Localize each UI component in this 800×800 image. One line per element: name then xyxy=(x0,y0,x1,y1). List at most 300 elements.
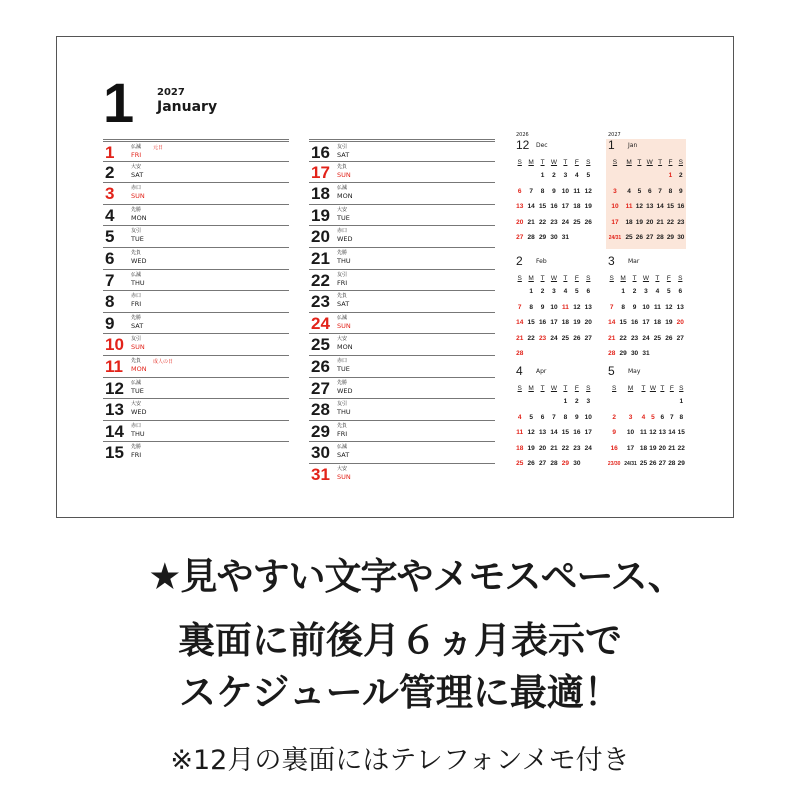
mini-day-cell: 3 xyxy=(644,288,648,296)
mini-day-cell: 28 xyxy=(550,460,558,468)
mini-month-number: 5 xyxy=(608,364,615,378)
mini-day-cell: 11 xyxy=(653,303,661,311)
mini-day-cell: 20 xyxy=(584,319,592,327)
rokuyo-label: 先負 xyxy=(337,293,348,300)
weekday-cell: T xyxy=(632,274,637,282)
mini-day-cell xyxy=(514,394,525,410)
mini-day-cell: 30 xyxy=(630,350,639,358)
mini-day-cell: 30 xyxy=(573,460,581,468)
mini-day-cell: 1 xyxy=(679,398,684,406)
mini-day-cell: 12 xyxy=(635,203,644,211)
day-row xyxy=(103,420,289,442)
day-number: 11 xyxy=(105,356,123,376)
day-column-left xyxy=(103,139,289,463)
weekday-label: TUE xyxy=(131,235,144,244)
mini-month-name: Jan xyxy=(628,142,638,149)
mini-month-name: Dec xyxy=(536,142,548,149)
mini-month-name: Apr xyxy=(536,368,547,375)
caption-line-2: 裏面に前後月６ヵ月表示で xyxy=(178,619,622,662)
mini-day-cell: 15 xyxy=(527,319,535,327)
day-number: 3 xyxy=(105,184,115,204)
weekday-label: TUE xyxy=(337,364,350,373)
rokuyo-label: 友引 xyxy=(337,144,348,150)
weekday-cell: S xyxy=(586,384,591,392)
mini-day-cell: 22 xyxy=(561,444,570,452)
weekday-cell: S xyxy=(517,274,522,282)
weekday-label: THU xyxy=(131,429,145,438)
mini-week-row xyxy=(514,410,594,426)
weekday-cell: S xyxy=(609,274,614,282)
mini-day-cell: 11 xyxy=(561,303,569,311)
mini-day-cell: 15 xyxy=(619,319,627,327)
weekday-cell: T xyxy=(658,158,663,166)
mini-day-cell: 20 xyxy=(676,319,684,327)
mini-week-row xyxy=(606,184,686,200)
mini-week-row xyxy=(606,315,686,331)
weekday-cell: T xyxy=(655,274,660,282)
weekday-label: SAT xyxy=(337,151,350,159)
weekday-cell: T xyxy=(540,158,545,166)
mini-day-cell: 26 xyxy=(527,460,535,468)
mini-day-cell: 12 xyxy=(665,303,673,311)
mini-week-row xyxy=(514,284,594,300)
mini-week-row xyxy=(606,300,686,316)
day-number: 26 xyxy=(311,356,330,376)
weekday-cell: F xyxy=(668,158,673,166)
mini-day-cell: 2 xyxy=(575,398,579,406)
mini-header xyxy=(514,132,596,156)
mini-day-cell: 14 xyxy=(656,203,664,211)
mini-day-cell: 26 xyxy=(573,334,581,342)
weekday-cell: S xyxy=(679,384,684,392)
mini-day-cell: 26 xyxy=(665,334,673,342)
rokuyo-label: 先負 xyxy=(131,357,142,364)
mini-day-cell xyxy=(606,168,624,184)
day-row xyxy=(103,204,289,226)
day-row xyxy=(103,377,289,399)
mini-day-cell: 9 xyxy=(540,303,545,311)
mini-day-cell: 22 xyxy=(666,218,675,226)
mini-day-cell: 13 xyxy=(646,203,654,211)
mini-day-cell: 26 xyxy=(635,234,644,242)
day-number: 8 xyxy=(105,292,115,312)
weekday-cell: T xyxy=(641,384,646,392)
day-number: 10 xyxy=(105,335,124,355)
mini-day-cell: 9 xyxy=(575,413,579,421)
mini-day-cell: 14 xyxy=(516,319,524,327)
mini-day-cell: 8 xyxy=(540,187,545,195)
day-row xyxy=(309,312,495,334)
mini-week-row xyxy=(606,168,686,184)
weekday-cell: M xyxy=(626,158,632,166)
mini-day-cell: 25 xyxy=(516,460,524,468)
mini-grid xyxy=(514,156,594,246)
weekday-label: FRI xyxy=(337,278,348,287)
mini-day-cell: 17 xyxy=(584,429,592,437)
weekday-header-row xyxy=(606,382,686,394)
day-number: 2 xyxy=(105,162,115,182)
weekday-cell: T xyxy=(637,158,642,166)
mini-day-cell: 5 xyxy=(529,413,533,421)
mini-day-cell xyxy=(606,394,622,410)
mini-day-cell: 12 xyxy=(649,429,657,437)
mini-day-cell: 2 xyxy=(678,172,683,180)
day-number: 28 xyxy=(311,400,330,420)
day-row xyxy=(103,290,289,312)
mini-day-cell: 27 xyxy=(658,460,666,468)
rokuyo-label: 先勝 xyxy=(131,314,142,321)
mini-day-cell xyxy=(624,168,634,184)
mini-grid xyxy=(606,382,686,472)
mini-day-cell: 12 xyxy=(584,187,592,195)
day-row xyxy=(309,225,495,247)
mini-day-cell: 2 xyxy=(540,288,545,296)
mini-day-cell: 16 xyxy=(630,319,639,327)
mini-day-cell: 22 xyxy=(527,334,535,342)
mini-day-cell xyxy=(537,394,548,410)
mini-day-cell: 18 xyxy=(561,319,570,327)
mini-day-cell: 10 xyxy=(561,187,570,195)
mini-day-cell xyxy=(645,168,655,184)
day-row xyxy=(309,463,495,485)
day-row xyxy=(309,290,495,312)
month-name: January xyxy=(157,99,218,115)
mini-day-cell: 5 xyxy=(651,413,655,421)
mini-day-cell: 19 xyxy=(665,319,673,327)
mini-day-cell: 16 xyxy=(573,429,581,437)
rokuyo-label: 仏滅 xyxy=(337,444,348,451)
mini-week-row xyxy=(514,315,594,331)
mini-day-cell: 15 xyxy=(666,203,675,211)
day-row xyxy=(103,312,289,334)
mini-day-cell: 19 xyxy=(584,203,592,211)
mini-grid xyxy=(606,272,686,362)
weekday-cell: F xyxy=(666,274,671,282)
mini-day-cell: 21 xyxy=(550,444,558,452)
mini-day-cell: 19 xyxy=(573,319,581,327)
weekday-cell: M xyxy=(528,274,534,282)
rokuyo-label: 先負 xyxy=(131,249,142,256)
mini-day-cell: 28 xyxy=(608,350,616,358)
weekday-label: FRI xyxy=(131,151,142,159)
mini-day-cell: 24 xyxy=(642,334,650,342)
rokuyo-label: 友引 xyxy=(337,401,348,408)
mini-week-row xyxy=(514,230,594,246)
mini-week-row xyxy=(514,456,594,472)
mini-day-cell: 1 xyxy=(529,288,533,296)
weekday-label: MON xyxy=(337,192,353,201)
mini-day-cell: 12 xyxy=(573,303,581,311)
day-number: 19 xyxy=(311,205,330,225)
day-number: 30 xyxy=(311,443,330,463)
day-row xyxy=(309,355,495,377)
day-row xyxy=(309,333,495,355)
mini-day-cell: 24 xyxy=(561,218,570,226)
rokuyo-label: 先勝 xyxy=(337,379,348,386)
mini-day-cell: 7 xyxy=(669,413,674,421)
weekday-header-row xyxy=(514,272,594,284)
mini-day-cell: 29 xyxy=(561,460,570,468)
day-number: 14 xyxy=(105,421,124,441)
mini-day-cell: 23 xyxy=(550,218,558,226)
mini-day-cell: 10 xyxy=(642,303,650,311)
mini-week-row xyxy=(606,456,686,472)
day-number: 1 xyxy=(105,143,115,162)
day-number: 29 xyxy=(311,421,330,441)
rokuyo-label: 友引 xyxy=(337,271,348,278)
day-row xyxy=(103,161,289,183)
weekday-label: SUN xyxy=(131,343,145,352)
day-row xyxy=(103,333,289,355)
mini-header xyxy=(606,364,688,382)
mini-day-cell: 29 xyxy=(619,350,627,358)
mini-day-cell: 6 xyxy=(517,187,522,195)
weekday-label: TUE xyxy=(131,386,144,395)
mini-header xyxy=(606,254,688,272)
mini-day-cell: 3 xyxy=(586,398,591,406)
mini-day-cell: 21 xyxy=(668,444,676,452)
weekday-label: SAT xyxy=(131,170,144,179)
mini-day-cell: 27 xyxy=(516,234,524,242)
mini-grid xyxy=(606,156,686,246)
mini-month-number: 12 xyxy=(516,138,530,152)
mini-day-cell: 4 xyxy=(641,413,646,421)
mini-day-cell: 15 xyxy=(561,429,570,437)
weekday-label: SAT xyxy=(131,321,144,330)
weekday-cell: M xyxy=(528,158,534,166)
day-number: 21 xyxy=(311,248,330,268)
mini-day-cell: 21 xyxy=(516,334,524,342)
mini-year: 2026 xyxy=(516,132,529,138)
mini-day-cell: 14 xyxy=(527,203,535,211)
weekday-label: SAT xyxy=(337,300,350,309)
mini-month-name: May xyxy=(628,368,641,375)
weekday-cell: S xyxy=(612,384,617,392)
mini-day-cell xyxy=(571,346,582,362)
mini-day-cell: 18 xyxy=(516,444,524,452)
mini-day-cell xyxy=(525,394,536,410)
mini-day-cell: 9 xyxy=(552,187,556,195)
holiday-label: 元日 xyxy=(153,145,164,151)
mini-day-cell: 13 xyxy=(676,303,684,311)
mini-week-row xyxy=(606,346,686,362)
mini-day-cell xyxy=(675,346,686,362)
weekday-label: WED xyxy=(131,408,147,417)
mini-day-cell: 16 xyxy=(538,319,547,327)
weekday-label: SUN xyxy=(131,192,145,201)
mini-week-row xyxy=(606,331,686,347)
mini-day-cell: 3 xyxy=(628,413,633,421)
mini-day-cell: 9 xyxy=(632,303,637,311)
mini-day-cell: 10 xyxy=(626,429,635,437)
mini-header xyxy=(514,364,596,382)
mini-day-cell: 19 xyxy=(649,444,657,452)
mini-day-cell: 29 xyxy=(666,234,675,242)
mini-calendar xyxy=(606,132,688,246)
mini-day-cell: 4 xyxy=(517,413,522,421)
day-number: 23 xyxy=(311,292,330,312)
rokuyo-label: 先勝 xyxy=(131,206,142,213)
mini-day-cell xyxy=(571,230,582,246)
mini-day-cell: 4 xyxy=(575,172,579,180)
rokuyo-label: 赤口 xyxy=(131,185,142,192)
mini-grid xyxy=(514,272,594,362)
weekday-cell: M xyxy=(627,384,634,392)
weekday-label: SUN xyxy=(337,321,351,330)
rokuyo-label: 先負 xyxy=(337,163,348,170)
mini-day-cell: 2 xyxy=(612,413,616,421)
mini-day-cell xyxy=(583,456,594,472)
mini-day-cell: 16 xyxy=(550,203,558,211)
day-number: 15 xyxy=(105,443,124,463)
mini-day-cell: 6 xyxy=(647,187,652,195)
mini-day-cell: 7 xyxy=(658,187,662,195)
weekday-label: TUE xyxy=(337,213,350,222)
weekday-label: MON xyxy=(131,213,147,222)
weekday-cell: T xyxy=(540,384,545,392)
mini-day-cell: 2 xyxy=(632,288,637,296)
day-number: 25 xyxy=(311,335,330,355)
mini-week-row xyxy=(514,184,594,200)
weekday-cell: S xyxy=(517,158,522,166)
mini-day-cell: 18 xyxy=(573,203,581,211)
mini-day-cell: 17 xyxy=(611,218,619,226)
mini-week-row xyxy=(514,346,594,362)
mini-day-cell: 24 xyxy=(584,444,592,452)
mini-day-cell: 25 xyxy=(653,334,662,342)
mini-day-cell: 22 xyxy=(538,218,547,226)
weekday-cell: T xyxy=(660,384,665,392)
mini-day-cell: 29 xyxy=(677,460,685,468)
mini-day-cell: 25 xyxy=(573,218,581,226)
mini-day-cell: 20 xyxy=(538,444,547,452)
mini-day-cell: 11 xyxy=(516,429,524,437)
mini-month-number: 4 xyxy=(516,364,523,378)
mini-day-cell: 17 xyxy=(626,444,635,452)
mini-day-cell: 26 xyxy=(584,218,592,226)
mini-calendar xyxy=(514,364,596,472)
mini-day-cell: 25 xyxy=(625,234,633,242)
mini-day-cell xyxy=(648,394,657,410)
mini-month-number: 2 xyxy=(516,254,523,268)
mini-day-cell: 23 xyxy=(677,218,685,226)
weekday-header-row xyxy=(606,272,686,284)
mini-day-cell: 17 xyxy=(561,203,570,211)
mini-day-cell: 30 xyxy=(550,234,558,242)
day-number: 4 xyxy=(105,205,115,225)
rokuyo-label: 大安 xyxy=(337,465,348,472)
mini-day-cell: 20 xyxy=(646,218,654,226)
mini-day-cell: 24 xyxy=(550,334,558,342)
weekday-label: WED xyxy=(337,235,353,244)
mini-day-cell: 19 xyxy=(527,444,535,452)
mini-day-cell: 3 xyxy=(613,187,617,195)
mini-day-cell: 14 xyxy=(668,429,676,437)
day-row xyxy=(309,420,495,442)
mini-day-cell: 25 xyxy=(639,460,648,468)
weekday-cell: S xyxy=(678,274,683,282)
weekday-cell: W xyxy=(646,158,653,166)
weekday-cell: S xyxy=(612,158,618,166)
weekday-cell: T xyxy=(563,384,568,392)
weekday-label: THU xyxy=(337,408,351,417)
rokuyo-label: 先負 xyxy=(337,422,348,429)
mini-day-cell: 13 xyxy=(658,429,666,437)
mini-month-number: 1 xyxy=(608,138,615,152)
mini-day-cell xyxy=(560,346,571,362)
mini-month-name: Feb xyxy=(536,258,547,265)
day-number: 16 xyxy=(311,143,330,162)
mini-day-cell: 30 xyxy=(677,234,685,242)
rokuyo-label: 大安 xyxy=(131,401,142,408)
mini-day-cell: 6 xyxy=(660,413,665,421)
rokuyo-label: 先勝 xyxy=(337,249,348,256)
mini-day-cell: 24/31 xyxy=(624,460,637,467)
caption-line-3: スケジュール管理に最適！ xyxy=(179,671,621,714)
mini-day-cell: 23 xyxy=(573,444,581,452)
weekday-label: FRI xyxy=(131,451,142,460)
mini-day-cell: 3 xyxy=(563,172,568,180)
mini-day-cell: 5 xyxy=(575,288,579,296)
mini-day-cell xyxy=(525,168,536,184)
weekday-label: SUN xyxy=(337,472,351,481)
day-row xyxy=(103,269,289,291)
mini-day-cell: 1 xyxy=(621,288,625,296)
weekday-label: SUN xyxy=(337,170,351,179)
weekday-cell: M xyxy=(528,384,534,392)
mini-day-cell: 10 xyxy=(611,203,619,211)
day-row xyxy=(309,204,495,226)
day-number: 24 xyxy=(311,313,330,333)
day-row xyxy=(309,269,495,291)
weekday-header-row xyxy=(514,156,594,168)
day-row xyxy=(309,182,495,204)
mini-month-name: Mar xyxy=(628,258,640,265)
weekday-cell: F xyxy=(669,384,674,392)
year-label: 2027 xyxy=(157,87,185,98)
mini-day-cell: 10 xyxy=(550,303,558,311)
day-number: 12 xyxy=(105,378,124,398)
mini-day-cell: 31 xyxy=(561,234,570,242)
mini-day-cell: 5 xyxy=(586,172,591,180)
mini-day-cell: 6 xyxy=(540,413,545,421)
mini-day-cell: 8 xyxy=(668,187,673,195)
mini-week-row xyxy=(514,300,594,316)
weekday-cell: S xyxy=(517,384,522,392)
weekday-cell: F xyxy=(574,384,579,392)
day-row xyxy=(309,161,495,183)
mini-day-cell: 27 xyxy=(584,334,592,342)
mini-day-cell: 28 xyxy=(668,460,676,468)
mini-month-number: 3 xyxy=(608,254,615,268)
mini-day-cell: 20 xyxy=(516,218,524,226)
rokuyo-label: 大安 xyxy=(337,206,348,213)
mini-day-cell: 23/30 xyxy=(607,460,621,467)
day-row xyxy=(103,182,289,204)
mini-week-row xyxy=(606,410,686,426)
mini-day-cell: 27 xyxy=(646,234,654,242)
mini-day-cell: 3 xyxy=(552,288,556,296)
rokuyo-label: 赤口 xyxy=(337,357,348,364)
weekday-label: WED xyxy=(131,256,147,265)
weekday-cell: W xyxy=(649,384,656,392)
mini-day-cell: 8 xyxy=(529,303,533,311)
day-number: 7 xyxy=(105,270,115,290)
mini-header xyxy=(606,132,688,156)
weekday-cell: W xyxy=(550,384,558,392)
caption-line-1: ★見やすい文字やメモスペース、 xyxy=(148,555,684,598)
rokuyo-label: 仏滅 xyxy=(131,271,142,278)
